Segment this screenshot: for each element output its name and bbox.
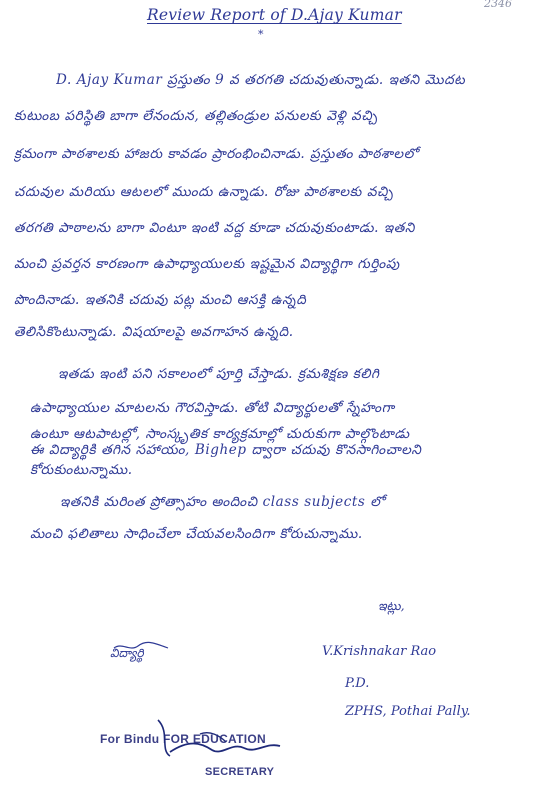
body-line: ఉపాధ్యాయుల మాటలను గౌరవిస్తాడు. తోటి విద్యార్థులతో స్నేహంగా bbox=[30, 400, 395, 416]
stamp-organisation: For Bindu FOR EDUCATION bbox=[100, 732, 266, 746]
body-line: కోరుకుంటున్నాము. bbox=[30, 462, 133, 478]
body-line: తెలిసికొంటున్నాడు. విషయాలపై అవగాహన ఉన్నది. bbox=[14, 324, 294, 340]
body-line: క్రమంగా పాఠశాలకు హాజరు కావడం ప్రారంభించినాడు. ప్రస్తుతం పాఠశాలలో bbox=[14, 146, 419, 162]
body-line: ఉంటూ ఆటపాటల్లో, సాంస్కృతిక కార్యక్రమాల్లో చురుకుగా పాల్గొంటాడు bbox=[30, 426, 410, 442]
body-line: D. Ajay Kumar ప్రస్తుతం 9 వ తరగతి చదువుతున్నాడు. ఇతని మొదట bbox=[56, 72, 466, 88]
secretary-signature bbox=[140, 712, 290, 762]
body-line: చదువుల మరియు ఆటలలో ముందు ఉన్నాడు. రోజు పాఠశాలకు వచ్చి bbox=[14, 184, 394, 200]
left-signature-label: విద్యార్థి bbox=[110, 646, 144, 660]
signatory-name: V.Krishnakar Rao bbox=[322, 644, 437, 659]
body-line: తరగతి పాఠాలను బాగా వింటూ ఇంటి వద్ద కూడా చదువుకుంటాడు. ఇతని bbox=[14, 220, 415, 236]
body-line: ఇతడు ఇంటి పని సకాలంలో పూర్తి చేస్తాడు. క్రమశిక్షణ కలిగి bbox=[58, 366, 380, 382]
signatory-school: ZPHS, Pothai Pally. bbox=[345, 704, 471, 719]
body-line: ఇతనికి మరింత ప్రోత్సాహం అందించి class subjects లో bbox=[60, 494, 385, 510]
body-line: ఈ విద్యార్థికి తగిన సహాయం, Bighep ద్వారా చదువు కొనసాగించాలని bbox=[30, 442, 422, 458]
body-line: మంచి ప్రవర్తన కారణంగా ఉపాధ్యాయులకు ఇష్టమైన విద్యార్థిగా గుర్తింపు bbox=[14, 256, 400, 272]
body-line: కుటుంబ పరిస్థితి బాగా లేనందున, తల్లితండ్రుల పనులకు వెళ్లి వచ్చి bbox=[14, 108, 378, 124]
corner-note: 2346 bbox=[484, 0, 512, 10]
left-signature-stroke bbox=[112, 640, 172, 654]
closing: ఇట్లు, bbox=[378, 598, 405, 613]
signatory-role: P.D. bbox=[345, 676, 370, 691]
title-asterisk: * bbox=[258, 28, 264, 41]
report-title: Review Report of D.Ajay Kumar bbox=[147, 6, 402, 24]
stamp-secretary: SECRETARY bbox=[205, 766, 275, 778]
body-line: మంచి ఫలితాలు సాధించేలా చేయవలసిందిగా కోరుచున్నాము. bbox=[30, 526, 363, 542]
body-line: పొందినాడు. ఇతనికి చదువు పట్ల మంచి ఆసక్తి ఉన్నది bbox=[14, 292, 307, 308]
